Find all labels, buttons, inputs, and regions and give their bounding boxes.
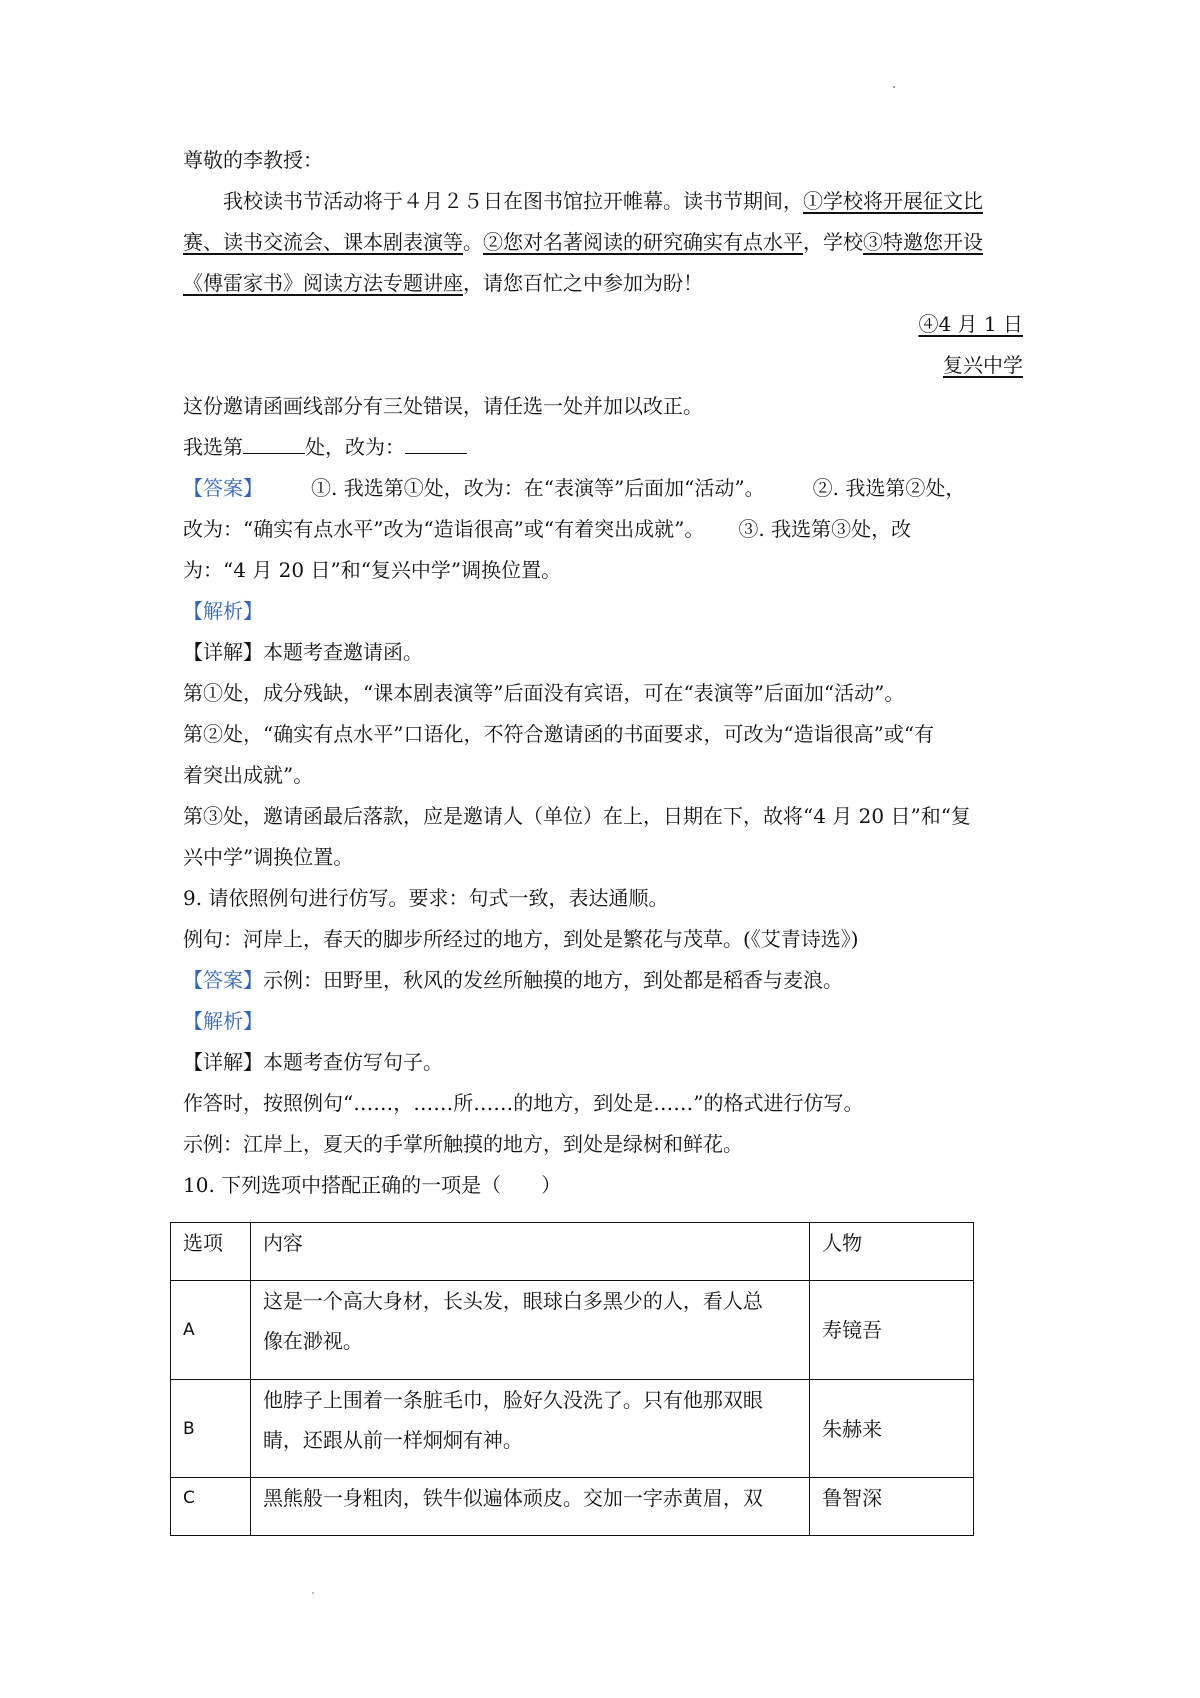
q8-detail-3: 第③处，邀请函最后落款，应是邀请人（单位）在上，日期在下，故将“4 月 20 日”和“复 <box>183 804 971 828</box>
answer-blank <box>405 435 467 454</box>
q10-prompt: 10. 下列选项中搭配正确的一项是（ ） <box>183 1173 562 1197</box>
scan-dot <box>312 1592 314 1594</box>
option-person: 鲁智深 <box>810 1478 974 1536</box>
underlined-error-2: ②您对名著阅读的研究确实有点水平 <box>483 230 803 254</box>
q9-detail-2: 示例：江岸上，夏天的手掌所触摸的地方，到处是绿树和鲜花。 <box>183 1132 743 1156</box>
underlined-error-1-cont: 赛、读书交流会、课本剧表演等 <box>183 230 463 254</box>
table-header: 人物 <box>810 1223 974 1281</box>
option-content: 黑熊般一身粗肉，铁牛似遍体顽皮。交加一字赤黄眉，双 <box>250 1478 809 1536</box>
q9-example: 例句：河岸上，春天的脚步所经过的地方，到处是繁花与茂草。(《艾青诗选》) <box>183 927 859 951</box>
analysis-tag: 【解析】 <box>183 1009 263 1033</box>
q8-detail-2-cont: 着突出成就”。 <box>183 763 314 787</box>
q9-detail-1: 作答时，按照例句“……，……所……的地方，到处是……”的格式进行仿写。 <box>183 1091 864 1115</box>
table-header: 选项 <box>171 1223 251 1281</box>
option-letter: C <box>171 1478 251 1536</box>
q8-fill-line: 我选第 处，改为： <box>183 427 1023 468</box>
q8-answer-cont: 为：“4 月 20 日”和“复兴中学”调换位置。 <box>183 558 562 582</box>
table-row <box>171 1478 974 1536</box>
letter-salutation: 尊敬的李教授： <box>183 148 323 172</box>
q8-detail-2: 第②处，“确实有点水平”口语化，不符合邀请函的书面要求，可改为“造诣很高”或“有 <box>183 722 935 746</box>
answer-blank <box>243 435 305 454</box>
q8-prompt: 这份邀请函画线部分有三处错误，请任选一处并加以改正。 <box>183 394 703 418</box>
table-header-row <box>171 1223 974 1281</box>
underlined-error-3: ③特邀您开设 <box>863 230 983 254</box>
q9-detail: 【详解】本题考查仿写句子。 <box>183 1050 443 1074</box>
option-person: 朱赫来 <box>810 1380 974 1478</box>
option-person: 寿镜吾 <box>810 1281 974 1380</box>
answer-tag: 【答案】 <box>183 968 263 992</box>
underlined-error-3-cont: 《傅雷家书》阅读方法专题讲座 <box>183 271 463 295</box>
letter-signer: 复兴中学 <box>943 353 1023 377</box>
letter-body-line: 我校读书节活动将于４月２５日在图书馆拉开帷幕。读书节期间，①学校将开展征文比 <box>223 189 983 213</box>
scan-dot <box>893 86 895 88</box>
q8-answer: 【答案】 ①. 我选第①处，改为：在“表演等”后面加“活动”。 ②. 我选第②处， <box>183 476 966 500</box>
q8-detail-1: 第①处，成分残缺，“课本剧表演等”后面没有宾语，可在“表演等”后面加“活动”。 <box>183 681 905 705</box>
analysis-tag: 【解析】 <box>183 599 263 623</box>
q8-answer-cont: 改为：“确实有点水平”改为“造诣很高”或“有着突出成就”。 ③. 我选第③处，改 <box>183 517 912 541</box>
option-letter: B <box>171 1380 251 1478</box>
q8-detail: 【详解】本题考查邀请函。 <box>183 640 423 664</box>
option-content: 这是一个高大身材，长头发，眼球白多黑少的人，看人总 像在渺视。 <box>250 1281 809 1380</box>
table-row <box>171 1380 974 1478</box>
document-page <box>183 140 1023 1206</box>
option-letter: A <box>171 1281 251 1380</box>
table-header: 内容 <box>250 1223 809 1281</box>
table-row <box>171 1281 974 1380</box>
option-content: 他脖子上围着一条脏毛巾，脸好久没洗了。只有他那双眼 睛，还跟从前一样炯炯有神。 <box>250 1380 809 1478</box>
q9-answer: 【答案】示例：田野里，秋风的发丝所触摸的地方，到处都是稻香与麦浪。 <box>183 968 843 992</box>
letter-body-line: 《傅雷家书》阅读方法专题讲座，请您百忙之中参加为盼！ <box>183 271 703 295</box>
letter-body-line: 赛、读书交流会、课本剧表演等。②您对名著阅读的研究确实有点水平，学校③特邀您开设 <box>183 230 983 254</box>
q8-detail-3-cont: 兴中学”调换位置。 <box>183 845 354 869</box>
q9-prompt: 9. 请依照例句进行仿写。要求：句式一致，表达通顺。 <box>183 886 669 910</box>
q10-options-table <box>170 1222 974 1536</box>
underlined-error-1: ①学校将开展征文比 <box>803 189 983 213</box>
answer-tag: 【答案】 <box>183 476 263 500</box>
letter-date: ④4 月 1 日 <box>918 312 1023 336</box>
